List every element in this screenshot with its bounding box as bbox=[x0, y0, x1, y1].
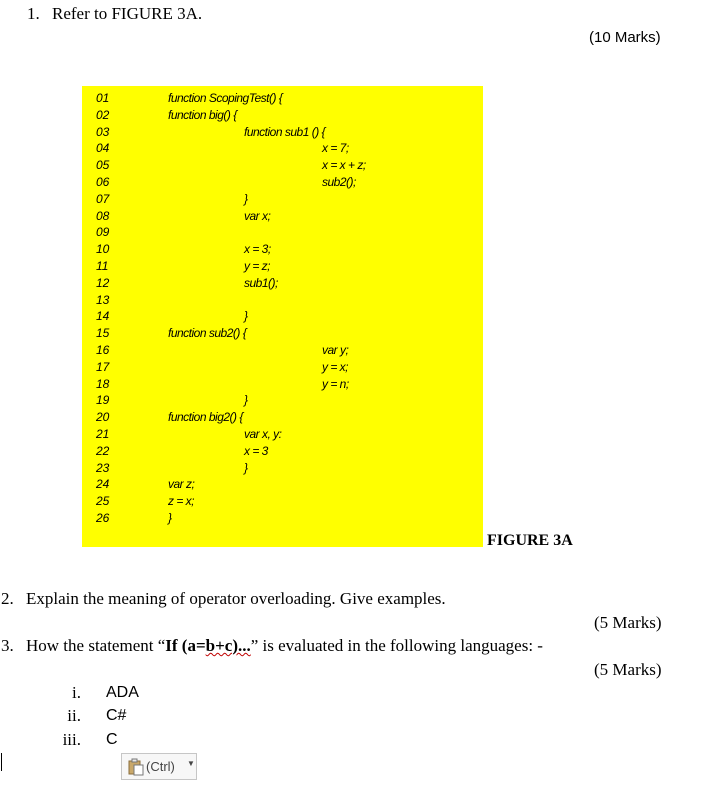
code-line: function ScopingTest() { bbox=[168, 91, 283, 105]
line-number: 08 bbox=[96, 208, 110, 223]
paste-options-label: (Ctrl) bbox=[146, 759, 175, 774]
figure-caption: FIGURE 3A bbox=[487, 532, 573, 549]
code-line: var z; bbox=[168, 477, 195, 492]
line-number: 15 bbox=[96, 326, 110, 341]
question-3-number: 3. bbox=[1, 636, 14, 655]
line-number: 18 bbox=[96, 376, 110, 391]
code-line: function big2() { bbox=[168, 410, 243, 425]
code-line: y = n; bbox=[322, 376, 349, 391]
line-number: 06 bbox=[96, 175, 110, 189]
list-numeral-3: iii. bbox=[62, 730, 81, 749]
line-number: 23 bbox=[96, 460, 110, 475]
chevron-down-icon: ▼ bbox=[187, 759, 195, 768]
code-line: var x, y: bbox=[244, 427, 282, 441]
question-2-number: 2. bbox=[1, 589, 14, 608]
code-line: y = z; bbox=[244, 259, 271, 273]
list-numeral-2: ii. bbox=[67, 706, 81, 725]
line-number: 17 bbox=[96, 359, 110, 374]
code-line: x = 7; bbox=[322, 141, 349, 156]
code-line: } bbox=[244, 460, 248, 475]
list-numeral-1: i. bbox=[72, 683, 81, 702]
line-number: 09 bbox=[96, 225, 110, 240]
code-line: } bbox=[168, 511, 172, 525]
code-line: function sub1 () { bbox=[244, 124, 326, 139]
clipboard-icon bbox=[127, 758, 145, 779]
language-csharp: C# bbox=[106, 707, 127, 724]
line-number: 24 bbox=[96, 477, 110, 492]
code-line: sub1(); bbox=[244, 275, 278, 290]
line-number: 07 bbox=[96, 191, 110, 206]
line-number: 12 bbox=[96, 275, 110, 290]
line-number: 01 bbox=[96, 91, 110, 105]
code-line: x = 3 bbox=[244, 443, 268, 458]
code-line: sub2(); bbox=[322, 175, 356, 189]
code-line: function big() { bbox=[168, 107, 237, 122]
line-number: 10 bbox=[96, 242, 110, 257]
line-number: 26 bbox=[96, 511, 110, 525]
line-number: 22 bbox=[96, 443, 110, 458]
language-c: C bbox=[106, 731, 118, 748]
language-ada: ADA bbox=[106, 684, 139, 701]
question-1-text: Refer to FIGURE 3A. bbox=[52, 4, 203, 23]
question-2-text: Explain the meaning of operator overloading. Give examples. bbox=[26, 589, 446, 608]
code-line: y = x; bbox=[322, 359, 349, 374]
code-line: var y; bbox=[322, 343, 349, 357]
text-cursor bbox=[1, 753, 2, 771]
line-number: 16 bbox=[96, 343, 110, 357]
line-number: 25 bbox=[96, 494, 110, 509]
code-line: x = x + z; bbox=[322, 158, 366, 173]
line-number: 19 bbox=[96, 393, 110, 408]
line-number: 21 bbox=[96, 427, 110, 441]
figure-3a-code-box bbox=[82, 86, 483, 547]
line-number: 02 bbox=[96, 107, 110, 122]
code-line: z = x; bbox=[168, 494, 195, 509]
line-number: 03 bbox=[96, 124, 110, 139]
question-1-marks: (10 Marks) bbox=[589, 29, 661, 46]
question-3-text: How the statement “If (a=b+c)...” is evaluated in the following languages: - bbox=[26, 636, 543, 655]
line-number: 14 bbox=[96, 309, 110, 324]
line-number: 20 bbox=[96, 410, 110, 425]
line-number: 11 bbox=[96, 259, 109, 273]
code-line: } bbox=[244, 191, 248, 206]
line-number: 04 bbox=[96, 141, 110, 156]
code-line: function sub2() { bbox=[168, 326, 247, 341]
code-line: x = 3; bbox=[244, 242, 271, 257]
line-number: 05 bbox=[96, 158, 110, 173]
question-1-number: 1. bbox=[27, 4, 40, 23]
question-3-marks: (5 Marks) bbox=[594, 660, 662, 679]
code-line: } bbox=[244, 309, 248, 324]
line-number: 13 bbox=[96, 292, 110, 307]
question-2-marks: (5 Marks) bbox=[594, 613, 662, 632]
paste-options-button[interactable] bbox=[121, 753, 197, 780]
code-line: var x; bbox=[244, 208, 271, 223]
code-line: } bbox=[244, 393, 248, 408]
